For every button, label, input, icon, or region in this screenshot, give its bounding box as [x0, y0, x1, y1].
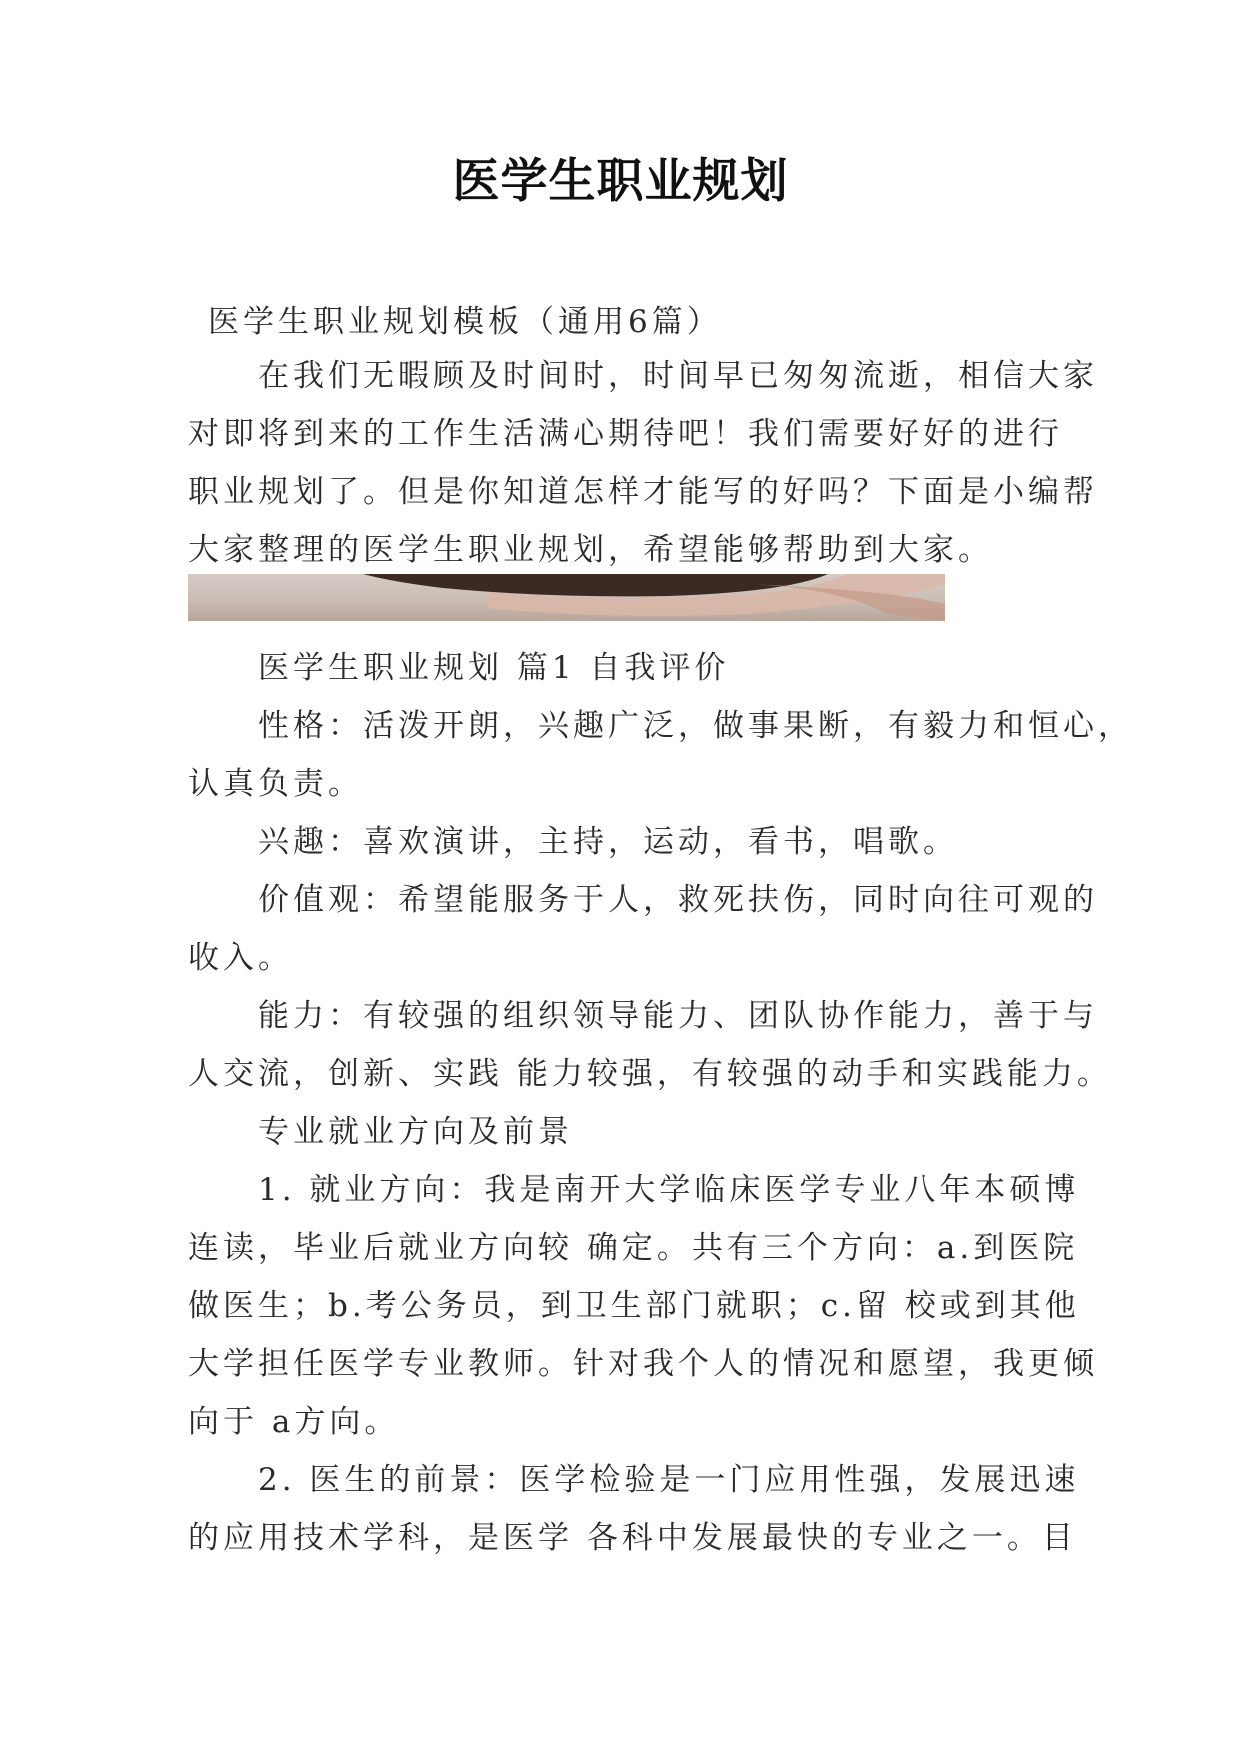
body-line: 能力：有较强的组织领导能力、团队协作能力，善于与: [258, 998, 1098, 1034]
body-line: 收入。: [188, 940, 293, 976]
document-title: 医学生职业规划: [452, 154, 789, 209]
body-line: 1. 就业方向：我是南开大学临床医学专业八年本硕博: [258, 1172, 1080, 1208]
body-line: 认真负责。: [188, 766, 363, 802]
document-subtitle: 医学生职业规划模板（通用6篇）: [208, 304, 722, 340]
intro-line: 职业规划了。但是你知道怎样才能写的好吗？下面是小编帮: [188, 474, 1098, 510]
body-line: 性格：活泼开朗，兴趣广泛，做事果断，有毅力和恒心，: [258, 708, 1133, 744]
body-line: 专业就业方向及前景: [258, 1114, 573, 1150]
body-line: 的应用技术学科，是医学 各科中发展最快的专业之一。目: [188, 1520, 1077, 1556]
body-line: 兴趣：喜欢演讲，主持，运动，看书，唱歌。: [258, 824, 958, 860]
body-line: 做医生；b.考公务员，到卫生部门就职；c.留 校或到其他: [188, 1288, 1080, 1324]
intro-line: 对即将到来的工作生活满心期待吧！我们需要好好的进行: [188, 416, 1063, 452]
body-line: 大学担任医学专业教师。针对我个人的情况和愿望，我更倾: [188, 1346, 1098, 1382]
body-line: 连读，毕业后就业方向较 确定。共有三个方向：a.到医院: [188, 1230, 1079, 1266]
body-line: 价值观：希望能服务于人，救死扶伤，同时向往可观的: [258, 882, 1098, 918]
intro-line: 大家整理的医学生职业规划，希望能够帮助到大家。: [188, 532, 993, 568]
body-line: 人交流，创新、实践 能力较强，有较强的动手和实践能力。: [188, 1056, 1112, 1092]
body-line: 向于 a方向。: [188, 1404, 400, 1440]
photo-strip: [188, 574, 945, 621]
section-heading: 医学生职业规划 篇1 自我评价: [258, 650, 730, 686]
body-line: 2. 医生的前景：医学检验是一门应用性强，发展迅速: [258, 1462, 1080, 1498]
intro-line: 在我们无暇顾及时间时，时间早已匆匆流逝，相信大家: [258, 358, 1098, 394]
